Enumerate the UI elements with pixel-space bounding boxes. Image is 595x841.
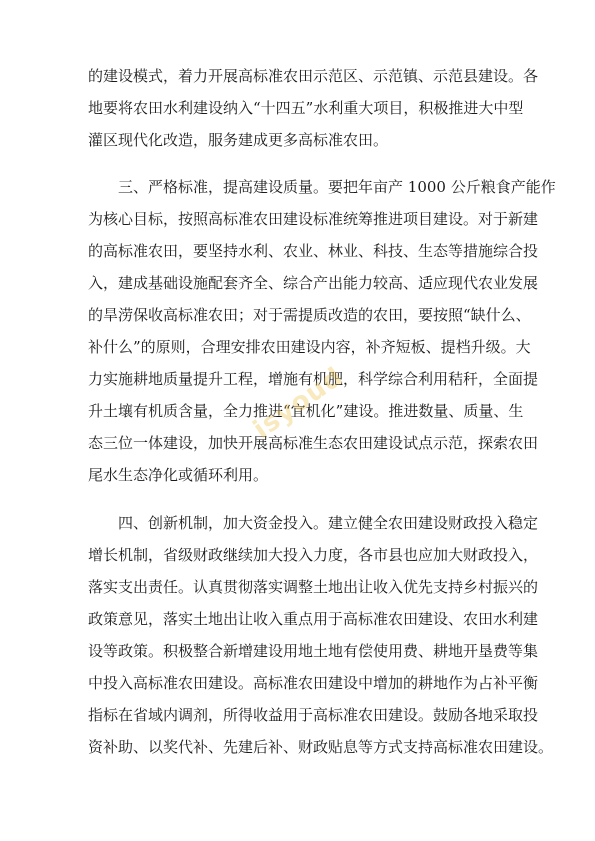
paragraph-line: 力实施耕地质量提升工程，增施有机肥，科学综合利用秸秆，全面提 — [88, 370, 539, 388]
paragraph-line: 升土壤有机质含量，全力推进“宜机化”建设。推进数量、质量、生 — [88, 402, 524, 420]
paragraph-line: 资补助、以奖代补、先建后补、财政贴息等方式支持高标准农田建设。 — [88, 738, 554, 756]
paragraph-line: 的建设模式，着力开展高标准农田示范区、示范镇、示范县建设。各 — [88, 67, 539, 85]
paragraph-1 — [88, 60, 539, 156]
paragraph-line: 增长机制，省级财政继续加大投入力度，各市县也应加大财政投入， — [88, 546, 539, 564]
paragraph-line: 尾水生态净化或循环利用。 — [88, 466, 269, 484]
paragraph-line: 的高标准农田，要坚持水利、农业、林业、科技、生态等措施综合投 — [88, 242, 539, 260]
paragraph-line: 的旱涝保收高标准农田；对于需提质改造的农田，要按照“缺什么、 — [88, 306, 531, 324]
paragraph-line: 为核心目标，按照高标准农田建设标准统筹推进项目建设。对于新建 — [88, 210, 539, 228]
watermark-logo: isyoud — [248, 361, 350, 445]
paragraph-line: 补什么”的原则，合理安排农田建设内容，补齐短板、提档升级。大 — [88, 338, 531, 356]
paragraph-3 — [88, 507, 554, 763]
paragraph-line: 设等政策。积极整合新增建设用地土地有偿使用费、耕地开垦费等集 — [88, 642, 539, 660]
paragraph-line: 三、严格标准，提高建设质量。要把年亩产 1000 公斤粮食产能作 — [118, 178, 556, 196]
paragraph-line: 中投入高标准农田建设。高标准农田建设中增加的耕地作为占补平衡 — [88, 674, 539, 692]
paragraph-line: 态三位一体建设，加快开展高标准生态农田建设试点示范，探索农田 — [88, 434, 539, 452]
paragraph-line: 四、创新机制，加大资金投入。建立健全农田建设财政投入稳定 — [118, 514, 539, 532]
paragraph-line: 地要将农田水利建设纳入“十四五”水利重大项目，积极推进大中型 — [88, 99, 524, 117]
paragraph-line: 政策意见，落实土地出让收入重点用于高标准农田建设、农田水利建 — [88, 610, 539, 628]
paragraph-line: 落实支出责任。认真贯彻落实调整土地出让收入优先支持乡村振兴的 — [88, 578, 539, 596]
paragraph-line: 入，建成基础设施配套齐全、综合产出能力较高、适应现代农业发展 — [88, 274, 539, 292]
paragraph-line: 灌区现代化改造，服务建成更多高标准农田。 — [88, 131, 389, 149]
paragraph-line: 指标在省域内调剂，所得收益用于高标准农田建设。鼓励各地采取投 — [88, 706, 539, 724]
